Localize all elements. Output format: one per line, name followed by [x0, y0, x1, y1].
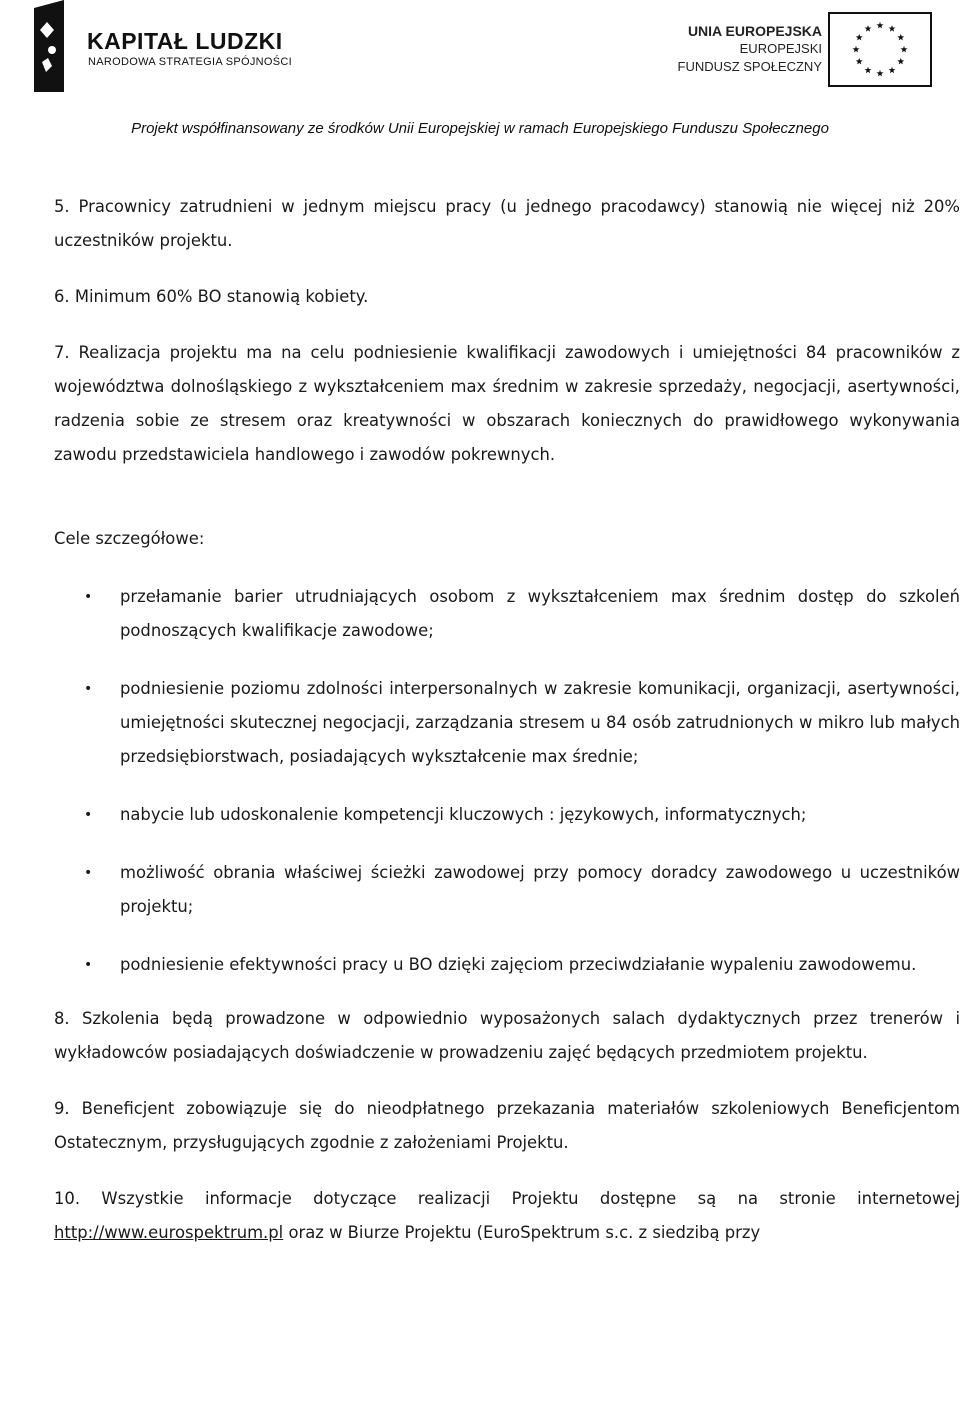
goal-text: podniesienie efektywności pracy u BO dzięki zajęciom przeciwdziałanie wypaleniu zawodowemu. — [120, 955, 917, 974]
goals-heading: Cele szczegółowe: — [54, 529, 205, 548]
goal-item — [54, 580, 960, 648]
paragraph-8: 8. Szkolenia będą prowadzone w odpowiednio wyposażonych salach dydaktycznych przez trenerów i wykładowców posiadających doświadczenie w prowadzeniu zajęć będących przedmiotem projektu. — [54, 1009, 960, 1062]
eu-logo — [678, 8, 946, 86]
goal-item — [54, 672, 960, 774]
paragraph-7: 7. Realizacja projektu ma na celu podniesienie kwalifikacji zawodowych i umiejętności 84 pracowników z województwa dolnośląskiego z wykształceniem max średnim w zakresie sprzedaży, negocjacji, asertywności, radzenia sobie ze stresem oraz kreatywności w obszarach koniecznych do prawidłowego wykonywania zawodu przedstawiciela handlowego i zawodów pokrewnych. — [54, 343, 960, 464]
eu-line1: UNIA EUROPEJSKA — [687, 23, 822, 39]
paragraph-10-end: oraz w Biurze Projektu (EuroSpektrum s.c. z siedzibą przy — [283, 1223, 761, 1242]
kapital-ludzki-subtitle: NARODOWA STRATEGIA SPÓJNOŚCI — [88, 56, 292, 68]
paragraph-9: 9. Beneficjent zobowiązuje się do nieodpłatnego przekazania materiałów szkoleniowych Beneficjentom Ostatecznym, przysługujących zgodnie z założeniami Projektu. — [54, 1099, 960, 1152]
kapital-ludzki-title: KAPITAŁ LUDZKI — [87, 28, 283, 54]
bullet-icon: • — [84, 865, 93, 881]
bullet-icon: • — [84, 957, 93, 973]
goal-item — [54, 948, 960, 982]
paragraph-6: 6. Minimum 60% BO stanowią kobiety. — [54, 287, 369, 306]
goal-item — [54, 798, 960, 832]
page-header — [0, 0, 960, 140]
eu-flag-icon — [828, 12, 932, 87]
goal-text: nabycie lub udoskonalenie kompetencji kluczowych : językowych, informatycznych; — [120, 805, 807, 824]
eu-line2: EUROPEJSKI — [739, 41, 822, 56]
goal-text: podniesienie poziomu zdolności interpersonalnych w zakresie komunikacji, organizacji, asertywności, umiejętności skutecznej negocjacji, zarządzania stresem u 84 osób zatrudnionych w mikro lub małych przedsiębiorstwach, posiadających wykształcenie max średnie; — [120, 679, 960, 766]
cofinancing-tagline: Projekt współfinansowany ze środków Unii Europejskiej w ramach Europejskiego Funduszu Społecznego — [131, 120, 829, 137]
website-link[interactable]: http://www.eurospektrum.pl — [54, 1223, 284, 1242]
paragraph-10-start: 10. Wszystkie informacje dotyczące realizacji Projektu dostępne są na stronie internetowej — [54, 1189, 960, 1208]
goal-item — [54, 856, 960, 924]
kapital-ludzki-logo — [34, 0, 334, 92]
eu-logo-text — [678, 22, 822, 76]
goal-text: możliwość obrania właściwej ścieżki zawodowej przy pomocy doradcy zawodowego u uczestników projektu; — [120, 863, 960, 916]
paragraph-10 — [54, 1182, 960, 1250]
bullet-icon: • — [84, 589, 93, 605]
goal-text: przełamanie barier utrudniających osobom z wykształceniem max średnim dostęp do szkoleń podnoszących kwalifikacje zawodowe; — [120, 587, 960, 640]
bullet-icon: • — [84, 807, 93, 823]
paragraph-5: 5. Pracownicy zatrudnieni w jednym miejscu pracy (u jednego pracodawcy) stanowią nie więcej niż 20% uczestników projektu. — [54, 197, 960, 250]
kapital-ludzki-mark-icon — [34, 0, 64, 92]
document-body — [54, 190, 960, 1250]
eu-line3: FUNDUSZ SPOŁECZNY — [677, 59, 822, 74]
bullet-icon: • — [84, 681, 93, 697]
goals-list — [54, 580, 960, 982]
